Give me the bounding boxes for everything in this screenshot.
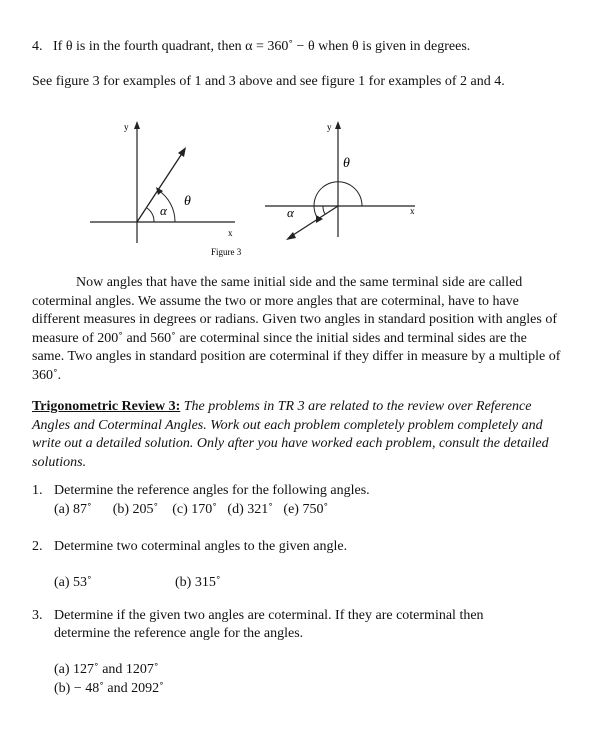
see-figure-text: See figure 3 for examples of 1 and 3 above and see figure 1 for examples of 2 and 4. (32, 74, 505, 89)
right-alpha-arc (323, 206, 325, 214)
figure-left-diagram (90, 121, 235, 243)
right-ray-arrow (286, 232, 296, 240)
left-theta-label: θ (184, 194, 191, 209)
problem-2-part-a: (a) 53˚ (54, 575, 92, 590)
left-y-arrow (134, 121, 140, 129)
right-x-label: x (410, 206, 415, 216)
left-alpha-label: α (160, 203, 167, 218)
left-ray-arrow (178, 147, 186, 157)
problem-3-part-b: (b) − 48˚ and 2092˚ (54, 681, 164, 696)
problem-1-part-e: (e) 750˚ (283, 502, 329, 517)
left-y-label: y (124, 122, 129, 132)
coterminal-paragraph: Now angles that have the same initial side and the same terminal side are called coterminal angles. We assume the two or more angles that are coterminal, have to have different measures in degrees or radians. Given two angles in standard position with angles of measure of 200˚ and 560˚ are coterminal since the initial sides and terminal sides are the same. Two angles in standard position are coterminal if they differ in measure by a multiple of 360˚. (32, 275, 561, 383)
right-y-arrow (335, 121, 341, 129)
left-x-label: x (228, 228, 233, 238)
problem-1-number: 1. (32, 483, 43, 498)
item-4-number: 4. (32, 39, 43, 54)
problem-2-text: Determine two coterminal angles to the given angle. (54, 539, 348, 554)
problem-1-part-c: (c) 170˚ (172, 502, 217, 517)
problem-2-part-b: (b) 315˚ (175, 575, 221, 590)
problem-1-part-d: (d) 321˚ (227, 502, 273, 517)
problem-2 (32, 538, 572, 557)
right-alpha-label: α (287, 205, 294, 220)
problem-3-part-a: (a) 127˚ and 1207˚ (54, 662, 159, 677)
problem-2-number: 2. (32, 539, 43, 554)
problem-3-text: Determine if the given two angles are coterminal. If they are coterminal then (54, 608, 484, 623)
review-heading: Trigonometric Review 3: (32, 399, 181, 414)
problem-3-number: 3. (32, 608, 43, 623)
right-y-label: y (327, 122, 332, 132)
problem-1-text: Determine the reference angles for the following angles. (54, 483, 370, 498)
review-text: The problems in TR 3 are related to the review over Reference Angles and Coterminal Angles. Work out each problem completely problem completely and write out a detailed solution. Only after you have worked each problem, consult the detailed solutions. (32, 399, 549, 470)
problem-3 (32, 607, 572, 626)
figure-right-diagram (265, 121, 415, 240)
figure-3 (80, 115, 440, 265)
problem-1-part-b: (b) 205˚ (112, 502, 159, 517)
figure-caption: Figure 3 (211, 247, 242, 257)
problem-1-parts (54, 501, 328, 519)
problem-1-part-a: (a) 87˚ (54, 502, 92, 517)
problem-1 (32, 482, 572, 501)
review-block (32, 398, 562, 472)
item-4-text: If θ is in the fourth quadrant, then α = 360˚ − θ when θ is given in degrees. (53, 39, 471, 54)
right-theta-label: θ (343, 156, 350, 171)
problem-3-text-continued: determine the reference angle for the angles. (54, 626, 304, 641)
item-4 (32, 38, 470, 56)
left-alpha-arc (147, 208, 154, 222)
